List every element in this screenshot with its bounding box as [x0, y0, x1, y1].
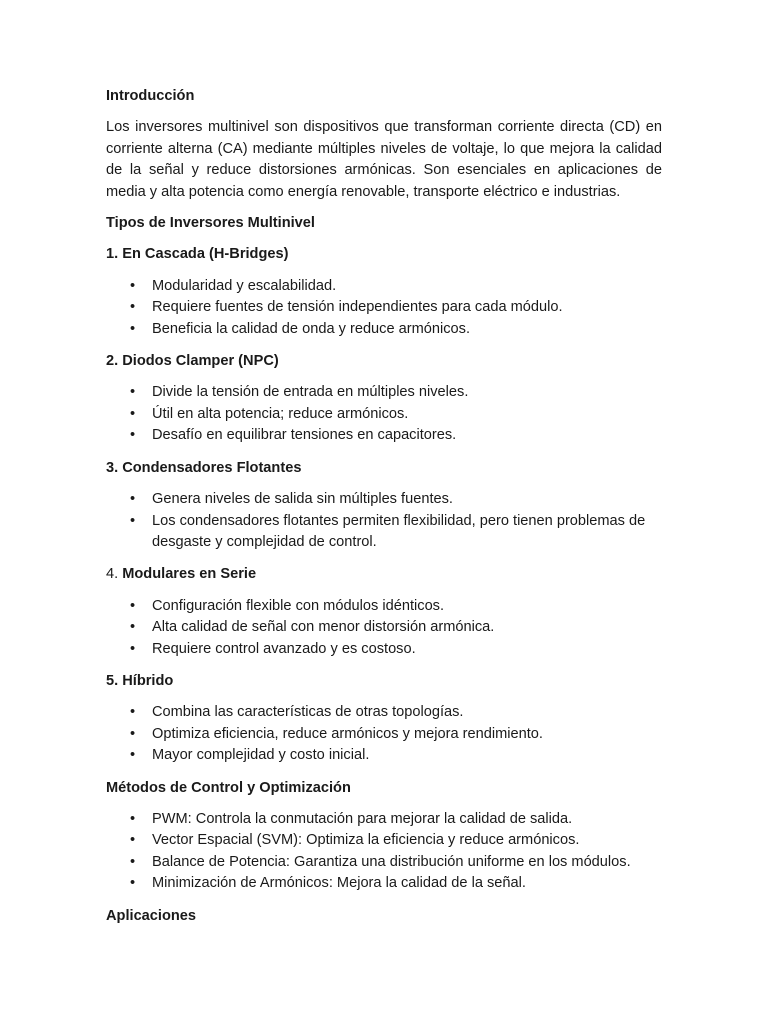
bullet-list-methods [106, 809, 662, 895]
section-heading-npc: 2. Diodos Clamper (NPC) [106, 353, 279, 370]
bullet-list-flotantes [106, 489, 662, 553]
bullet-icon: • [130, 810, 136, 827]
bullet-icon: • [130, 299, 136, 316]
bullet-icon: • [130, 747, 136, 764]
list-item: • Genera niveles de salida sin múltiples fuentes. [106, 489, 662, 510]
bullet-icon: • [130, 597, 136, 614]
intro-heading: Introducción [106, 88, 195, 104]
document-page [106, 86, 662, 927]
bullet-list-npc [106, 382, 662, 446]
list-item: • PWM: Controla la conmutación para mejorar la calidad de salida. [106, 809, 662, 830]
bullet-icon: • [130, 875, 136, 892]
bullet-icon: • [130, 704, 136, 721]
types-heading: Tipos de Inversores Multinivel [106, 215, 315, 232]
list-item: • Requiere fuentes de tensión independientes para cada módulo. [106, 297, 662, 318]
list-item: • Balance de Potencia: Garantiza una distribución uniforme en los módulos. [106, 852, 662, 873]
list-item: • Modularidad y escalabilidad. [106, 276, 662, 297]
section-heading-serie: 4. Modulares en Serie [106, 566, 257, 583]
bullet-list-serie [106, 596, 662, 660]
list-item: • Beneficia la calidad de onda y reduce armónicos. [106, 319, 662, 340]
bullet-icon: • [130, 491, 136, 508]
list-item: • Desafío en equilibrar tensiones en capacitores. [106, 425, 662, 446]
bullet-icon: • [130, 277, 136, 294]
bullet-icon: • [130, 427, 136, 444]
section-heading-cascada: 1. En Cascada (H-Bridges) [106, 246, 289, 263]
section-heading-flotantes: 3. Condensadores Flotantes [106, 459, 302, 476]
bullet-icon: • [130, 640, 136, 657]
list-item: • Los condensadores flotantes permiten flexibilidad, pero tienen problemas de desgaste y complejidad de control. [130, 512, 646, 550]
list-item: • Optimiza eficiencia, reduce armónicos y mejora rendimiento. [106, 724, 662, 745]
methods-heading: Métodos de Control y Optimización [106, 779, 351, 796]
list-item: • Vector Espacial (SVM): Optimiza la eficiencia y reduce armónicos. [106, 830, 662, 851]
bullet-icon: • [130, 320, 136, 337]
list-item: • Combina las características de otras topologías. [106, 702, 662, 723]
list-item: • Mayor complejidad y costo inicial. [106, 745, 662, 766]
section-heading-hibrido: 5. Híbrido [106, 672, 174, 689]
bullet-icon: • [130, 405, 136, 422]
bullet-list-hibrido [106, 702, 662, 766]
list-item: • Alta calidad de señal con menor distorsión armónica. [106, 617, 662, 638]
section-number: 4. [106, 566, 123, 583]
list-item: • Útil en alta potencia; reduce armónicos. [106, 404, 662, 425]
list-item: • Requiere control avanzado y es costoso. [106, 639, 662, 660]
bullet-icon: • [130, 384, 136, 401]
bullet-icon: • [130, 832, 136, 849]
bullet-icon: • [130, 512, 136, 529]
bullet-icon: • [130, 853, 136, 870]
bullet-icon: • [130, 725, 136, 742]
bullet-list-cascada [106, 276, 662, 340]
bullet-icon: • [130, 619, 136, 636]
applications-heading: Aplicaciones [106, 907, 197, 924]
intro-paragraph: Los inversores multinivel son dispositivos que transforman corriente directa (CD) en corriente alterna (CA) mediante múltiples niveles de voltaje, lo que mejora la calidad de la señal y reduce distorsiones armónicas. Son esenciales en aplicaciones de media y alta potencia como energía renovable, transporte eléctrico e industrias. [106, 119, 662, 200]
list-item: • Configuración flexible con módulos idénticos. [106, 596, 662, 617]
list-item: • Minimización de Armónicos: Mejora la calidad de la señal. [106, 873, 662, 894]
list-item: • Divide la tensión de entrada en múltiples niveles. [106, 382, 662, 403]
